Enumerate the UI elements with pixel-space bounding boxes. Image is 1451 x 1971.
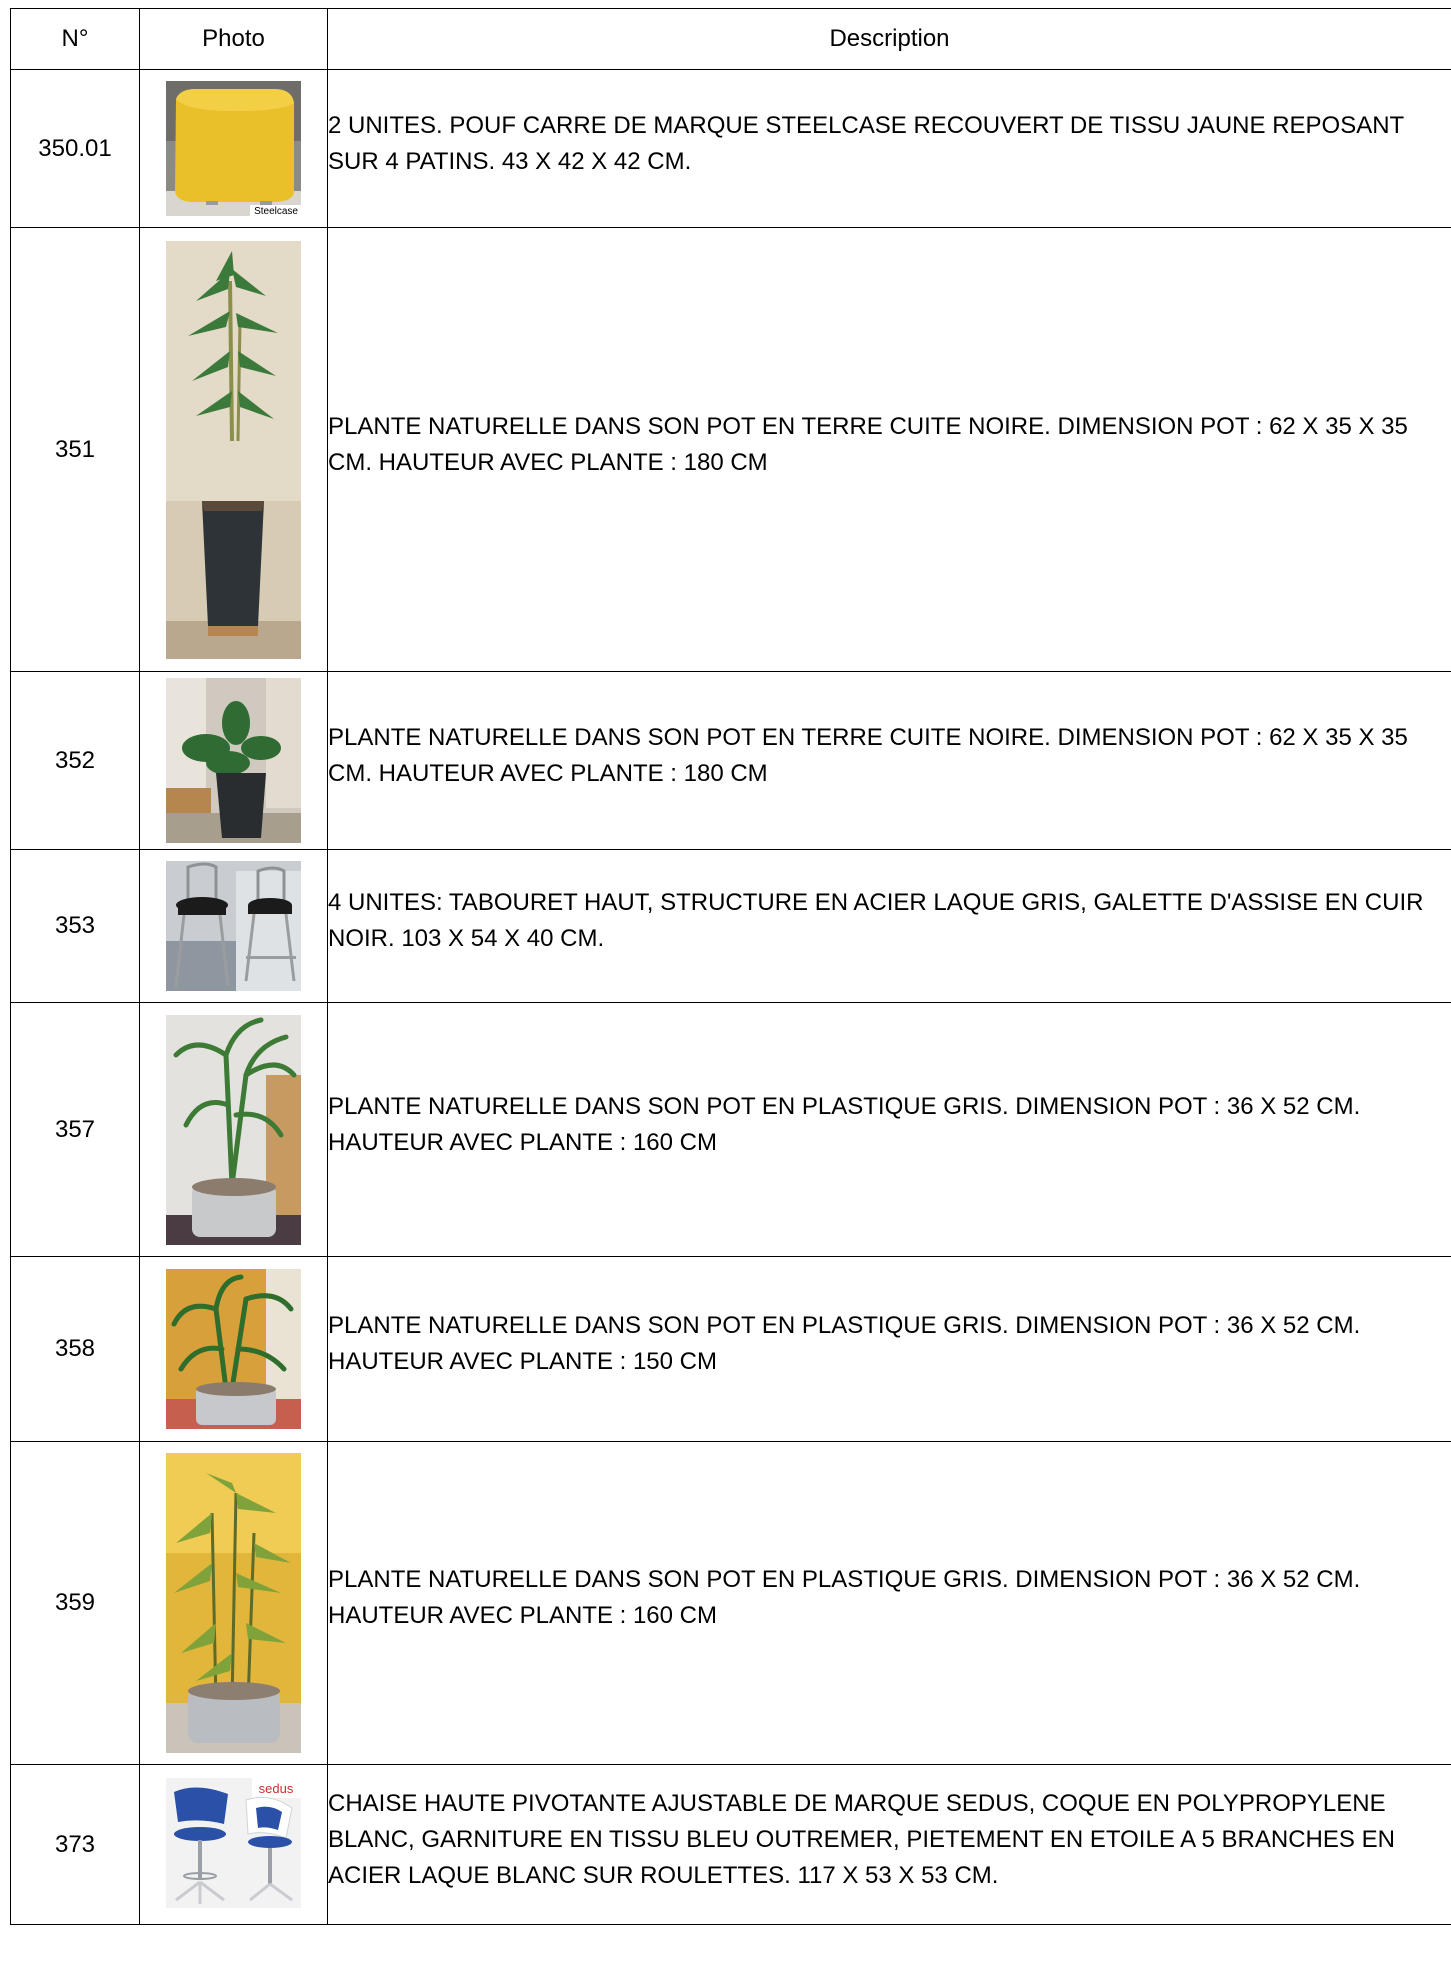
item-description <box>328 228 1451 672</box>
sedus-chairs-photo <box>166 1778 301 1908</box>
item-description <box>328 1257 1451 1442</box>
plant-black-pot-photo <box>166 678 301 843</box>
item-description-text: PLANTE NATURELLE DANS SON POT EN PLASTIQUE GRIS. DIMENSION POT : 36 X 52 CM. HAUTEUR AVEC PLANTE : 160 CM <box>328 1566 1361 1629</box>
catalog-sheet <box>10 8 1451 1925</box>
table-row <box>11 70 1451 228</box>
photo-caption: sedus <box>258 1780 294 1796</box>
item-number: 353 <box>11 850 140 1003</box>
header-photo: Photo <box>140 9 328 70</box>
table-row <box>11 1257 1451 1442</box>
table-row <box>11 850 1451 1003</box>
item-description-text: 4 UNITES: TABOURET HAUT, STRUCTURE EN ACIER LAQUE GRIS, GALETTE D'ASSISE EN CUIR NOIR. 103 X 54 X 40 CM. <box>328 889 1424 952</box>
item-description <box>328 70 1451 228</box>
item-photo-cell <box>140 1003 328 1257</box>
bar-stools-photo <box>166 861 301 991</box>
photo-caption: Steelcase <box>254 206 298 216</box>
item-number: 359 <box>11 1442 140 1765</box>
item-description <box>328 672 1451 850</box>
item-description-text: PLANTE NATURELLE DANS SON POT EN TERRE CUITE NOIRE. DIMENSION POT : 62 X 35 X 35 CM. HAUTEUR AVEC PLANTE : 180 CM <box>328 412 1408 476</box>
catalog-table <box>10 8 1451 1925</box>
table-row <box>11 672 1451 850</box>
item-number: 352 <box>11 672 140 850</box>
table-header-row <box>11 9 1451 70</box>
item-photo-cell <box>140 228 328 672</box>
item-number: 358 <box>11 1257 140 1442</box>
item-description-text: CHAISE HAUTE PIVOTANTE AJUSTABLE DE MARQUE SEDUS, COQUE EN POLYPROPYLENE BLANC, GARNITURE EN TISSU BLEU OUTREMER, PIETEMENT EN ETOILE A 5 BRANCHES EN ACIER LAQUE BLANC SUR ROULETTES. 117 X 53 X 53 CM. <box>328 1789 1395 1889</box>
bamboo-palm-grey-pot-photo <box>166 1453 301 1753</box>
item-photo-cell <box>140 672 328 850</box>
item-number: 350.01 <box>11 70 140 228</box>
item-description-text: 2 UNITES. POUF CARRE DE MARQUE STEELCASE RECOUVERT DE TISSU JAUNE REPOSANT SUR 4 PATINS. 43 X 42 X 42 CM. <box>328 111 1404 175</box>
item-photo-cell <box>140 1765 328 1925</box>
palm-grey-pot-photo <box>166 1269 301 1429</box>
table-row <box>11 1003 1451 1257</box>
table-row <box>11 1765 1451 1925</box>
header-number: N° <box>11 9 140 70</box>
table-row <box>11 228 1451 672</box>
item-description-text: PLANTE NATURELLE DANS SON POT EN PLASTIQUE GRIS. DIMENSION POT : 36 X 52 CM. HAUTEUR AVEC PLANTE : 150 CM <box>328 1312 1361 1375</box>
item-photo-cell <box>140 70 328 228</box>
yellow-pouf-photo <box>166 81 301 216</box>
header-description: Description <box>328 9 1451 70</box>
item-description <box>328 1442 1451 1765</box>
item-description <box>328 850 1451 1003</box>
item-description <box>328 1765 1451 1925</box>
item-number: 373 <box>11 1765 140 1925</box>
item-description <box>328 1003 1451 1257</box>
item-photo-cell <box>140 850 328 1003</box>
item-number: 357 <box>11 1003 140 1257</box>
palm-grey-pot-photo <box>166 1015 301 1245</box>
table-row <box>11 1442 1451 1765</box>
item-photo-cell <box>140 1442 328 1765</box>
item-photo-cell <box>140 1257 328 1442</box>
item-description-text: PLANTE NATURELLE DANS SON POT EN PLASTIQUE GRIS. DIMENSION POT : 36 X 52 CM. HAUTEUR AVEC PLANTE : 160 CM <box>328 1092 1361 1156</box>
item-number: 351 <box>11 228 140 672</box>
tall-plant-black-pot-photo <box>166 241 301 659</box>
item-description-text: PLANTE NATURELLE DANS SON POT EN TERRE CUITE NOIRE. DIMENSION POT : 62 X 35 X 35 CM. HAUTEUR AVEC PLANTE : 180 CM <box>328 723 1408 787</box>
